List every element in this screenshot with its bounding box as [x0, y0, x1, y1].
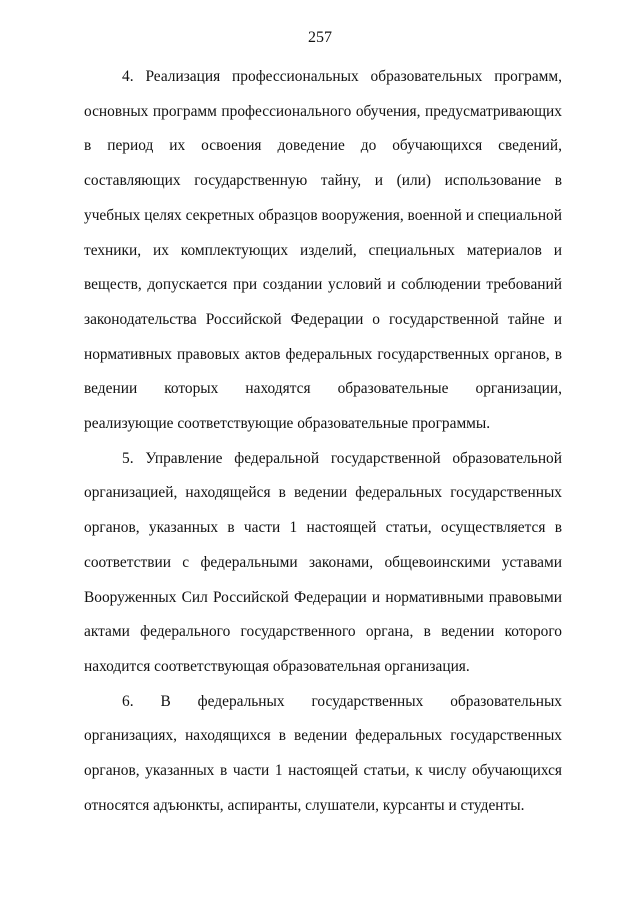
- paragraph-5: 5. Управление федеральной государственной образовательной организацией, находящейся в ведении федеральных государственных органов, указанных в части 1 настоящей статьи, осуществляется в соответствии с федеральными законами, общевоинскими уставами Вооруженных Сил Российской Федерации и нормативными правовыми актами федерального государственного органа, в ведении которого находится соответствующая образовательная организация.: [84, 449, 562, 675]
- paragraph-6: 6. В федеральных государственных образовательных организациях, находящихся в ведении федеральных государственных органов, указанных в части 1 настоящей статьи, к числу обучающихся относятся адъюнкты, аспиранты, слушатели, курсанты и студенты.: [84, 692, 562, 814]
- document-body: [84, 60, 562, 823]
- page-number: 257: [308, 29, 332, 46]
- paragraph-4: 4. Реализация профессиональных образовательных программ, основных программ профессионального обучения, предусматривающих в период их освоения доведение до обучающихся сведений, составляющих государственную тайну, и (или) использование в учебных целях секретных образцов вооружения, военной и специальной техники, их комплектующих изделий, специальных материалов и веществ, допускается при создании условий и соблюдении требований законодательства Российской Федерации о государственной тайне и нормативных правовых актов федеральных государственных органов, в ведении которых находятся образовательные организации, реализующие соответствующие образовательные программы.: [84, 68, 562, 433]
